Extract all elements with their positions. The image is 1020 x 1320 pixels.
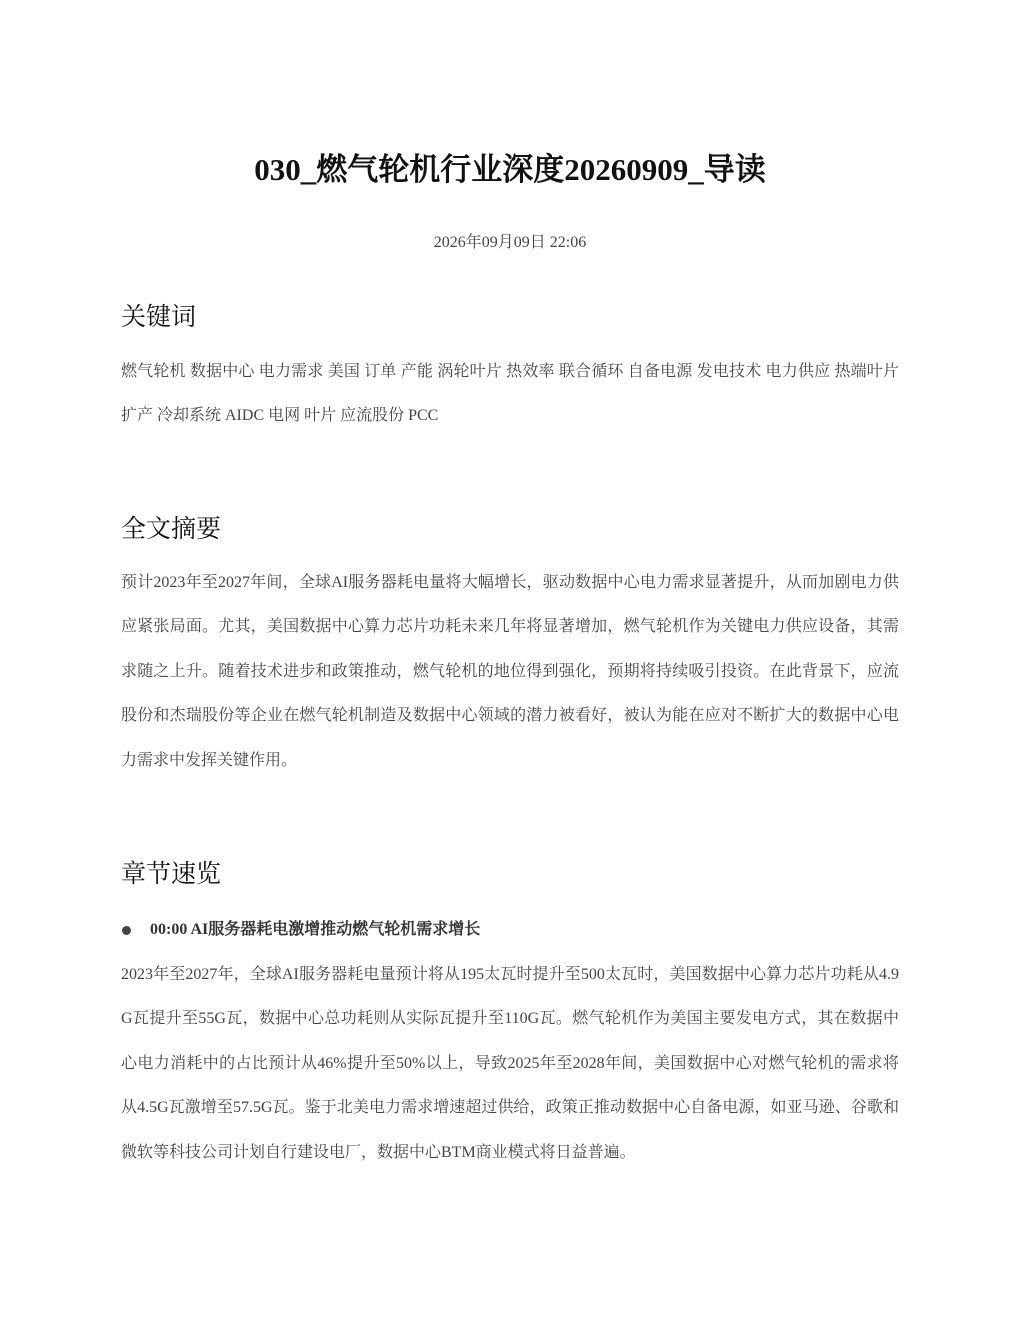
chapters-heading: 章节速览 bbox=[121, 861, 222, 888]
document-title: 030_燃气轮机行业深度20260909_导读 bbox=[254, 152, 766, 187]
keywords-text: 燃气轮机 数据中心 电力需求 美国 订单 产能 涡轮叶片 热效率 联合循环 自备电源 发电技术 电力供应 热端叶片 扩产 冷却系统 AIDC 电网 叶片 应流股份 PCC bbox=[121, 363, 899, 425]
document-page bbox=[121, 0, 899, 1320]
keywords-heading: 关键词 bbox=[121, 304, 197, 331]
document-date: 2026年09月09日 22:06 bbox=[433, 234, 587, 251]
chapter-title: 00:00 AI服务器耗电激增推动燃气轮机需求增长 bbox=[150, 921, 481, 938]
chapter-text: 2023年至2027年，全球AI服务器耗电量预计将从195太瓦时提升至500太瓦时，美国数据中心算力芯片功耗从4.9G瓦提升至55G瓦，数据中心总功耗则从实际瓦提升至110G瓦。燃气轮机作为美国主要发电方式，其在数据中心电力消耗中的占比预计从46%提升至50%以上，导致2025年至2028年间，美国数据中心对燃气轮机的需求将从4.5G瓦激增至57.5G瓦。鉴于北美电力需求增速超过供给，政策正推动数据中心自备电源，如亚马逊、谷歌和微软等科技公司计划自行建设电厂，数据中心BTM商业模式将日益普遍。 bbox=[121, 966, 899, 1161]
chapter-item bbox=[121, 918, 899, 942]
summary-heading: 全文摘要 bbox=[121, 516, 222, 543]
summary-text: 预计2023年至2027年间，全球AI服务器耗电量将大幅增长，驱动数据中心电力需求显著提升，从而加剧电力供应紧张局面。尤其，美国数据中心算力芯片功耗未来几年将显著增加，燃气轮机作为关键电力供应设备，其需求随之上升。随着技术进步和政策推动，燃气轮机的地位得到强化，预期将持续吸引投资。在此背景下，应流股份和杰瑞股份等企业在燃气轮机制造及数据中心领域的潜力被看好，被认为能在应对不断扩大的数据中心电力需求中发挥关键作用。 bbox=[121, 574, 899, 769]
bullet-icon bbox=[122, 926, 131, 935]
